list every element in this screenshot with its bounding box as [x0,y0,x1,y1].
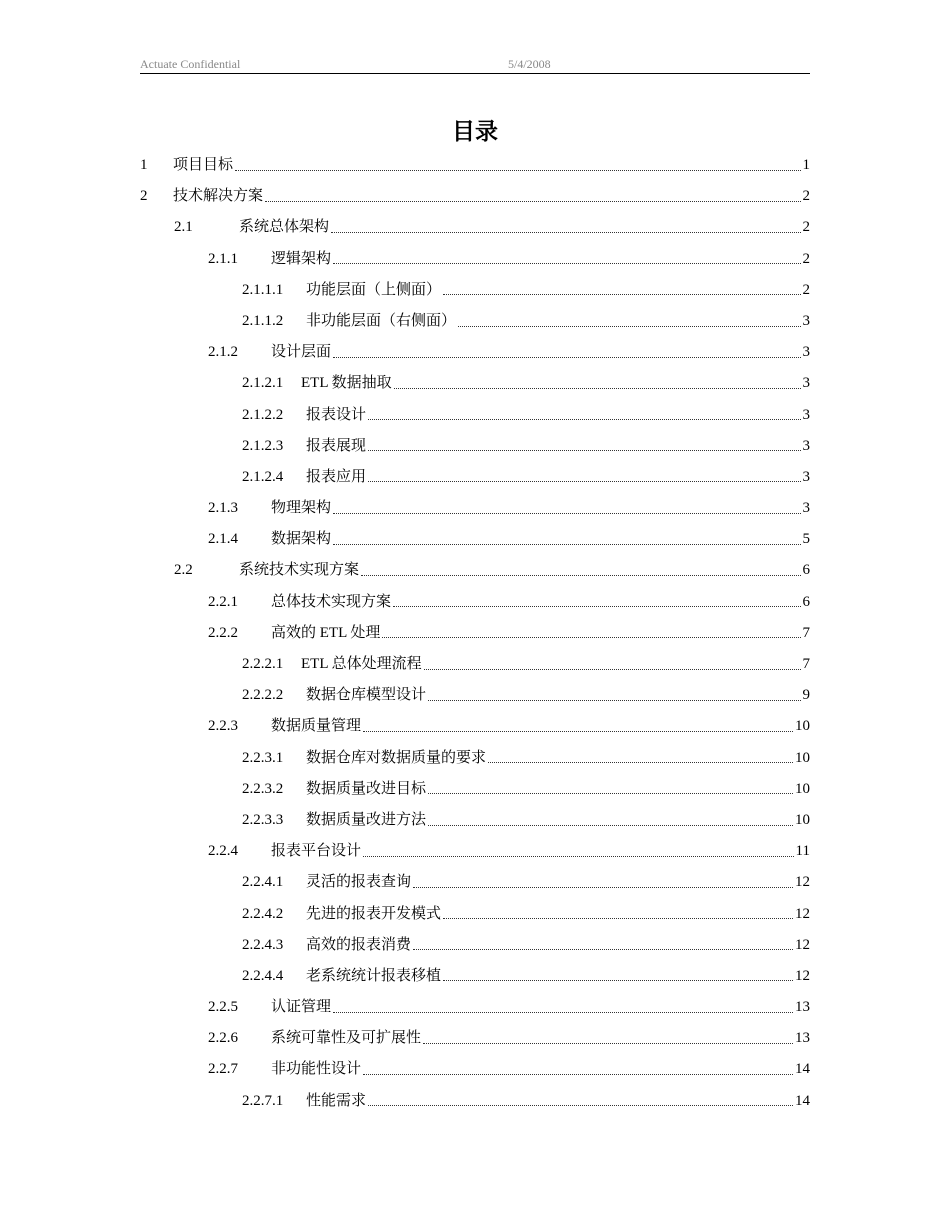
toc-leader-dots [363,855,794,857]
toc-entry-number: 2.2.5 [208,999,238,1016]
toc-entry-number: 2.2.4.4 [242,967,284,984]
toc-entry-number: 1 [140,157,148,173]
toc-entry-page: 6 [802,593,810,610]
toc-leader-dots [424,668,801,670]
toc-entry[interactable] [140,306,810,337]
toc-leader-dots [333,543,800,545]
toc-entry-number: 2.2.4.3 [242,936,284,953]
toc-entry-page: 13 [795,1030,810,1047]
toc-entry[interactable] [140,493,810,524]
toc-entry-label: 高效的 ETL 处理 [271,624,381,641]
toc-entry-page: 2 [802,188,810,205]
toc-entry[interactable] [140,337,810,368]
toc-entry-number: 2.1.4 [208,531,238,548]
toc-entry[interactable] [140,368,810,399]
toc-entry-page: 6 [802,562,810,579]
toc-entry-label: 总体技术实现方案 [271,593,392,610]
toc-entry-number: 2.2.1 [208,593,238,610]
toc-entry[interactable] [140,805,810,836]
toc-entry-number: 2.1.2.4 [242,468,284,485]
toc-entry-page: 10 [795,718,810,735]
toc-entry-label: 技术解决方案 [173,188,264,205]
toc-entry-number: 2.2.2.1 [242,656,284,672]
toc-entry[interactable] [140,961,810,992]
toc-entry-label: 数据架构 [271,531,332,548]
table-of-contents [140,150,810,1117]
toc-leader-dots [413,948,793,950]
toc-entry-page: 2 [802,250,810,267]
toc-leader-dots [368,1104,793,1106]
toc-leader-dots [361,574,800,576]
toc-leader-dots [423,1042,793,1044]
toc-entry[interactable] [140,836,810,867]
toc-entry-number: 2.1.1.1 [242,281,284,298]
toc-leader-dots [458,325,800,327]
toc-entry-number: 2.1.1.2 [242,312,284,329]
toc-entry-label: 报表展现 [306,437,367,454]
toc-leader-dots [382,636,800,638]
toc-entry-page: 1 [802,157,810,173]
toc-entry-page: 3 [802,468,810,485]
toc-leader-dots [368,480,800,482]
toc-entry[interactable] [140,462,810,493]
toc-leader-dots [443,979,793,981]
toc-entry[interactable] [140,1054,810,1085]
toc-leader-dots [428,792,793,794]
toc-entry-label: 项目目标 [173,157,234,173]
toc-entry-page: 2 [802,281,810,298]
toc-entry-page: 3 [802,312,810,329]
toc-entry-number: 2.2.4.1 [242,874,284,891]
toc-entry-number: 2.2.2.2 [242,687,284,704]
toc-entry[interactable] [140,275,810,306]
toc-entry[interactable] [140,992,810,1023]
toc-entry-page: 3 [802,344,810,361]
toc-entry-label: 老系统统计报表移植 [306,967,442,984]
toc-entry-page: 9 [802,687,810,704]
toc-entry[interactable] [140,680,810,711]
toc-entry[interactable] [140,555,810,586]
toc-entry-number: 2.1.2 [208,344,238,361]
toc-entry-page: 14 [795,1092,810,1109]
toc-entry-label: 数据仓库对数据质量的要求 [306,749,487,766]
toc-entry-page: 12 [795,967,810,984]
toc-entry-number: 2.2.3.1 [242,749,284,766]
toc-entry-label: 报表应用 [306,468,367,485]
toc-entry-number: 2.1.1 [208,250,238,267]
toc-entry[interactable] [140,524,810,555]
toc-entry-page: 12 [795,936,810,953]
page-header [140,57,810,74]
toc-leader-dots [368,449,800,451]
toc-entry-label: 逻辑架构 [271,250,332,267]
toc-entry-number: 2 [140,188,148,205]
toc-entry-page: 12 [795,905,810,922]
toc-entry-number: 2.2.3 [208,718,238,735]
toc-leader-dots [413,886,793,888]
toc-entry-number: 2.2.7.1 [242,1092,284,1109]
toc-leader-dots [363,730,793,732]
toc-entry[interactable] [140,150,810,181]
toc-entry[interactable] [140,743,810,774]
toc-leader-dots [443,917,793,919]
toc-entry-label: 报表平台设计 [271,843,362,860]
toc-entry-number: 2.1.3 [208,500,238,517]
toc-leader-dots [363,1073,793,1075]
toc-entry-label: 数据质量改进方法 [306,811,427,828]
toc-leader-dots [265,200,800,202]
toc-leader-dots [428,699,800,701]
toc-leader-dots [331,231,800,233]
toc-entry-label: 功能层面（上侧面） [306,281,442,298]
toc-entry-label: 数据仓库模型设计 [306,687,427,704]
toc-entry-page: 3 [802,437,810,454]
toc-entry-page: 14 [795,1061,810,1078]
toc-leader-dots [394,387,801,389]
toc-entry-label: 先进的报表开发模式 [306,905,442,922]
toc-entry-number: 2.2.2 [208,624,238,641]
toc-entry-number: 2.2.4.2 [242,905,284,922]
toc-entry-label: 设计层面 [271,344,332,361]
toc-entry-page: 5 [802,531,810,548]
toc-entry-page: 11 [795,843,810,860]
toc-entry-label: 系统可靠性及可扩展性 [271,1030,422,1047]
toc-entry[interactable] [140,212,810,243]
toc-entry[interactable] [140,244,810,275]
toc-entry[interactable] [140,711,810,742]
toc-entry[interactable] [140,400,810,431]
toc-entry-page: 12 [795,874,810,891]
toc-entry-page: 2 [802,219,810,236]
toc-entry-number: 2.1.2.3 [242,437,284,454]
toc-entry-page: 3 [802,406,810,423]
toc-leader-dots [368,418,800,420]
toc-entry[interactable] [140,431,810,462]
toc-entry-label: ETL 总体处理流程 [301,656,422,672]
header-confidential: Actuate Confidential [140,57,241,71]
toc-leader-dots [443,293,800,295]
toc-leader-dots [333,262,800,264]
toc-entry-page: 3 [802,500,810,517]
toc-entry-number: 2.2.3.3 [242,811,284,828]
toc-entry-label: 非功能层面（右侧面） [306,312,457,329]
toc-entry[interactable] [140,618,810,649]
toc-entry-label: 高效的报表消费 [306,936,412,953]
toc-entry-label: 系统总体架构 [239,219,330,236]
toc-leader-dots [333,1011,793,1013]
toc-entry-page: 10 [795,780,810,797]
toc-entry[interactable] [140,930,810,961]
toc-leader-dots [488,761,793,763]
toc-entry-number: 2.1.2.2 [242,406,284,423]
toc-entry[interactable] [140,181,810,212]
toc-entry-label: ETL 数据抽取 [301,375,392,392]
toc-leader-dots [333,512,800,514]
toc-leader-dots [235,169,800,171]
toc-entry[interactable] [140,899,810,930]
toc-entry[interactable] [140,867,810,898]
toc-entry[interactable] [140,1086,810,1117]
toc-entry-page: 10 [795,811,810,828]
toc-entry[interactable] [140,587,810,618]
toc-entry-number: 2.2 [174,562,193,579]
toc-entry-label: 性能需求 [306,1092,367,1109]
toc-entry-number: 2.2.6 [208,1030,238,1047]
toc-entry[interactable] [140,649,810,680]
toc-leader-dots [393,605,800,607]
toc-entry-label: 灵活的报表查询 [306,874,412,891]
toc-entry-label: 认证管理 [271,999,332,1016]
toc-entry-page: 10 [795,749,810,766]
toc-entry-page: 7 [802,624,810,641]
toc-entry-number: 2.1 [174,219,193,236]
header-date: 5/4/2008 [508,57,551,71]
toc-entry-label: 报表设计 [306,406,367,423]
toc-leader-dots [333,356,800,358]
toc-entry-number: 2.2.3.2 [242,780,284,797]
toc-entry-label: 系统技术实现方案 [239,562,360,579]
toc-entry-number: 2.2.4 [208,843,238,860]
toc-entry-page: 3 [802,375,810,392]
toc-entry-page: 7 [802,656,810,672]
toc-leader-dots [428,824,793,826]
toc-entry[interactable] [140,774,810,805]
toc-entry-label: 非功能性设计 [271,1061,362,1078]
toc-entry-page: 13 [795,999,810,1016]
toc-entry[interactable] [140,1023,810,1054]
toc-entry-number: 2.2.7 [208,1061,238,1078]
toc-title: 目录 [452,118,498,145]
toc-entry-label: 物理架构 [271,500,332,517]
toc-entry-label: 数据质量管理 [271,718,362,735]
toc-entry-label: 数据质量改进目标 [306,780,427,797]
toc-entry-number: 2.1.2.1 [242,375,284,392]
